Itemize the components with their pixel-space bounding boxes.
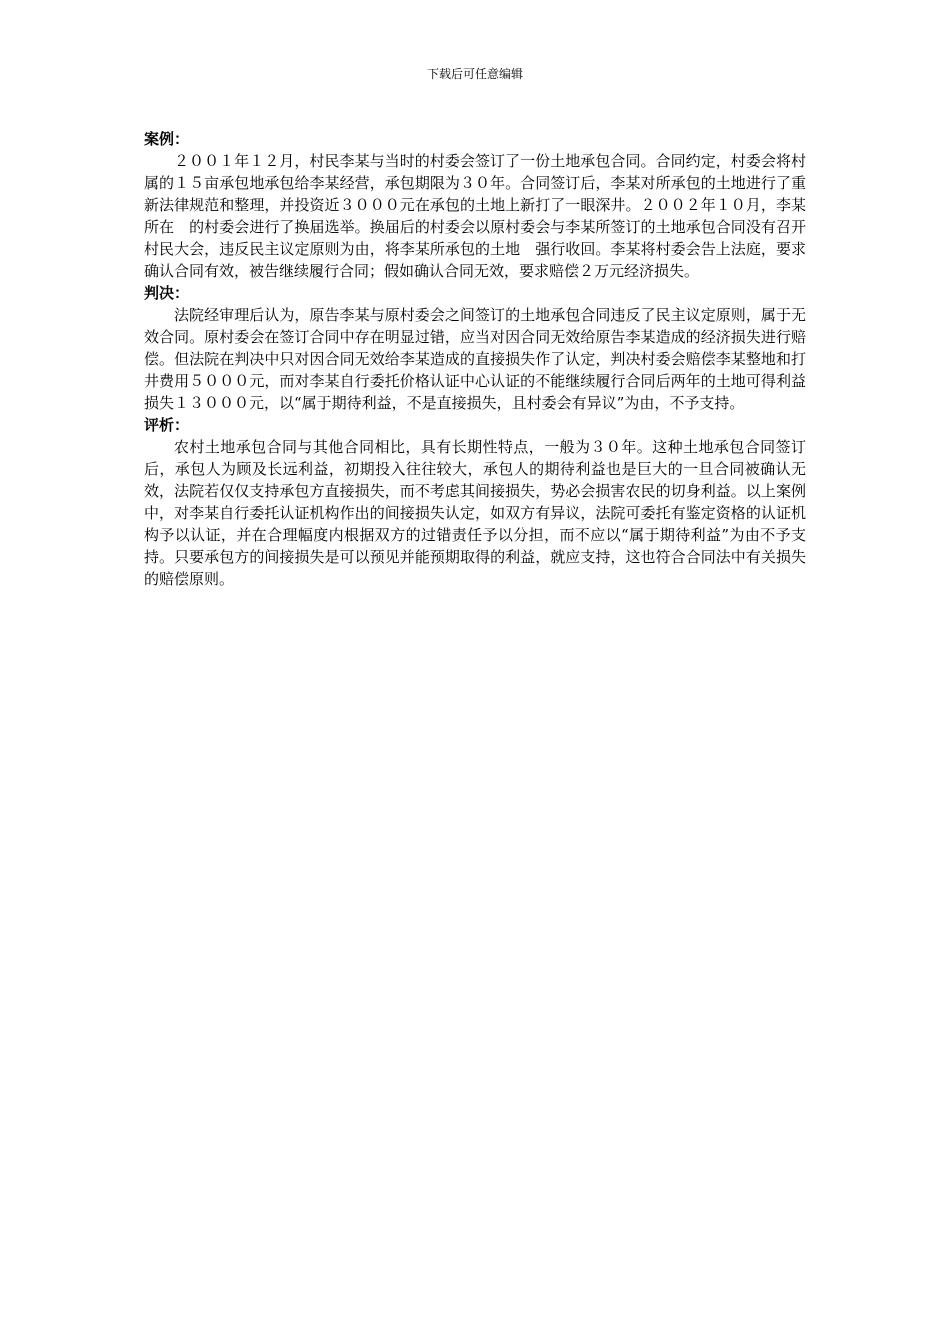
case-heading: 案例：	[144, 130, 190, 148]
analysis-heading: 评析：	[144, 416, 190, 434]
judgment-heading: 判决：	[144, 284, 190, 302]
page-header: 下载后可任意编辑	[426, 67, 523, 81]
judgment-section	[144, 282, 822, 414]
analysis-paragraph: 农村土地承包合同与其他合同相比，具有长期性特点，一般为３０年。这种土地承包合同签订后，承包人为顾及长远利益，初期投入往往较大，承包人的期待利益也是巨大的一旦合同被确认无效，法院若仅仅支持承包方直接损失，而不考虑其间接损失，势必会损害农民的切身利益。以上案例中，对李某自行委托认证机构作出的间接损失认定，如双方有异议，法院可委托有鉴定资格的认证机构予以认证，并在合理幅度内根据双方的过错责任予以分担，而不应以“属于期待利益”为由不予支持。只要承包方的间接损失是可以预见并能预期取得的利益，就应支持，这也符合合同法中有关损失的赔偿原则。	[144, 438, 806, 588]
document-body	[144, 128, 822, 590]
judgment-paragraph: 法院经审理后认为，原告李某与原村委会之间签订的土地承包合同违反了民主议定原则，属于无效合同。原村委会在签订合同中存在明显过错，应当对因合同无效给原告李某造成的经济损失进行赔偿。但法院在判决中只对因合同无效给李某造成的直接损失作了认定，判决村委会赔偿李某整地和打 井费用５０００元，而对李某自行委托价格认证中心认证的不能继续履行合同后两年的土地可得利益损失１３０００元，以“属于期待利益，不是直接损失，且村委会有异议”为由，不予支持。	[144, 306, 822, 412]
case-section	[144, 128, 806, 282]
case-paragraph: ２００１年１２月，村民李某与当时的村委会签订了一份土地承包合同。合同约定，村委会将村属的１５亩承包地承包给李某经营，承包期限为３０年。合同签订后，李某对所承包的土地进行了重新法律规范和整理，并投资近３０００元在承包的土地上新打了一眼深井。２００２年１０月，李某所在 的村委会进行了换届选举。换届后的村委会以原村委会与李某所签订的土地承包合同没有召开村民大会，违反民主议定原则为由，将李某所承包的土地 强行收回。李某将村委会告上法庭，要求确认合同有效，被告继续履行合同；假如确认合同无效，要求赔偿２万元经济损失。	[144, 152, 806, 280]
analysis-section	[144, 414, 806, 590]
